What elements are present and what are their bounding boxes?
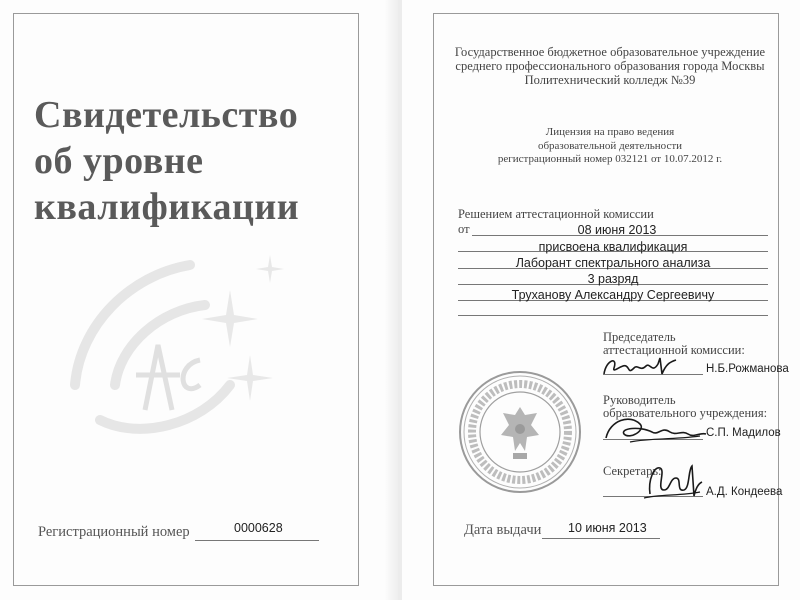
chairman-label-1: Председатель: [603, 330, 676, 344]
decision-date: 08 июня 2013: [577, 223, 657, 237]
qualification-label: присвоена квалификация: [538, 240, 688, 254]
spine-shadow: [384, 0, 398, 600]
college-emblem-watermark-icon: [40, 235, 300, 445]
blank-underline: [458, 315, 768, 316]
spine-gutter: [398, 0, 402, 600]
title-line-1: Свидетельство: [34, 94, 299, 136]
registration-label: Регистрационный номер: [38, 524, 190, 540]
license-line-2: образовательной деятельности: [537, 139, 683, 152]
secretary-label: Секретарь:: [603, 464, 662, 478]
registration-number: 0000628: [234, 521, 283, 535]
secretary-name: А.Д. Кондеева: [706, 486, 783, 498]
chairman-label-2: аттестационной комиссии:: [603, 343, 745, 357]
decision-label: Решением аттестационной комиссии: [458, 207, 654, 221]
grade-value: 3 разряд: [587, 272, 639, 286]
org-line-2: среднего профессионального образования города Москвы: [455, 59, 765, 73]
chairman-name: Н.Б.Рожманова: [706, 363, 789, 375]
from-label: от: [458, 222, 470, 236]
organization-header: [445, 45, 775, 87]
org-line-3: Политехнический колледж №39: [524, 73, 696, 87]
issue-date-label: Дата выдачи: [464, 522, 542, 538]
issue-date-underline: [542, 538, 660, 539]
license-line-3: регистрационный номер 032121 от 10.07.2012 г.: [497, 153, 723, 165]
head-label-2: образовательного учреждения:: [603, 406, 768, 420]
head-signature-icon: [600, 410, 710, 448]
head-label-1: Руководитель: [603, 393, 676, 407]
registration-row: [38, 520, 338, 544]
org-line-1: Государственное бюджетное образовательное учреждение: [454, 45, 766, 59]
qualification-value: Лаборант спектрального анализа: [515, 256, 711, 270]
secretary-signature-icon: [640, 460, 704, 504]
license-line-1: Лицензия на право ведения: [545, 126, 675, 138]
chairman-signature-icon: [600, 352, 680, 380]
license-info: [445, 126, 775, 167]
recipient-name: Труханову Александру Сергеевичу: [511, 288, 715, 302]
title-line-3: квалификации: [34, 186, 300, 228]
official-seal-stamp-icon: [455, 367, 585, 497]
title-line-2: об уровне: [34, 140, 204, 182]
issue-date-value: 10 июня 2013: [568, 521, 647, 535]
registration-underline: [195, 540, 319, 541]
certificate-title: [34, 92, 344, 230]
head-name: С.П. Мадилов: [706, 427, 781, 439]
